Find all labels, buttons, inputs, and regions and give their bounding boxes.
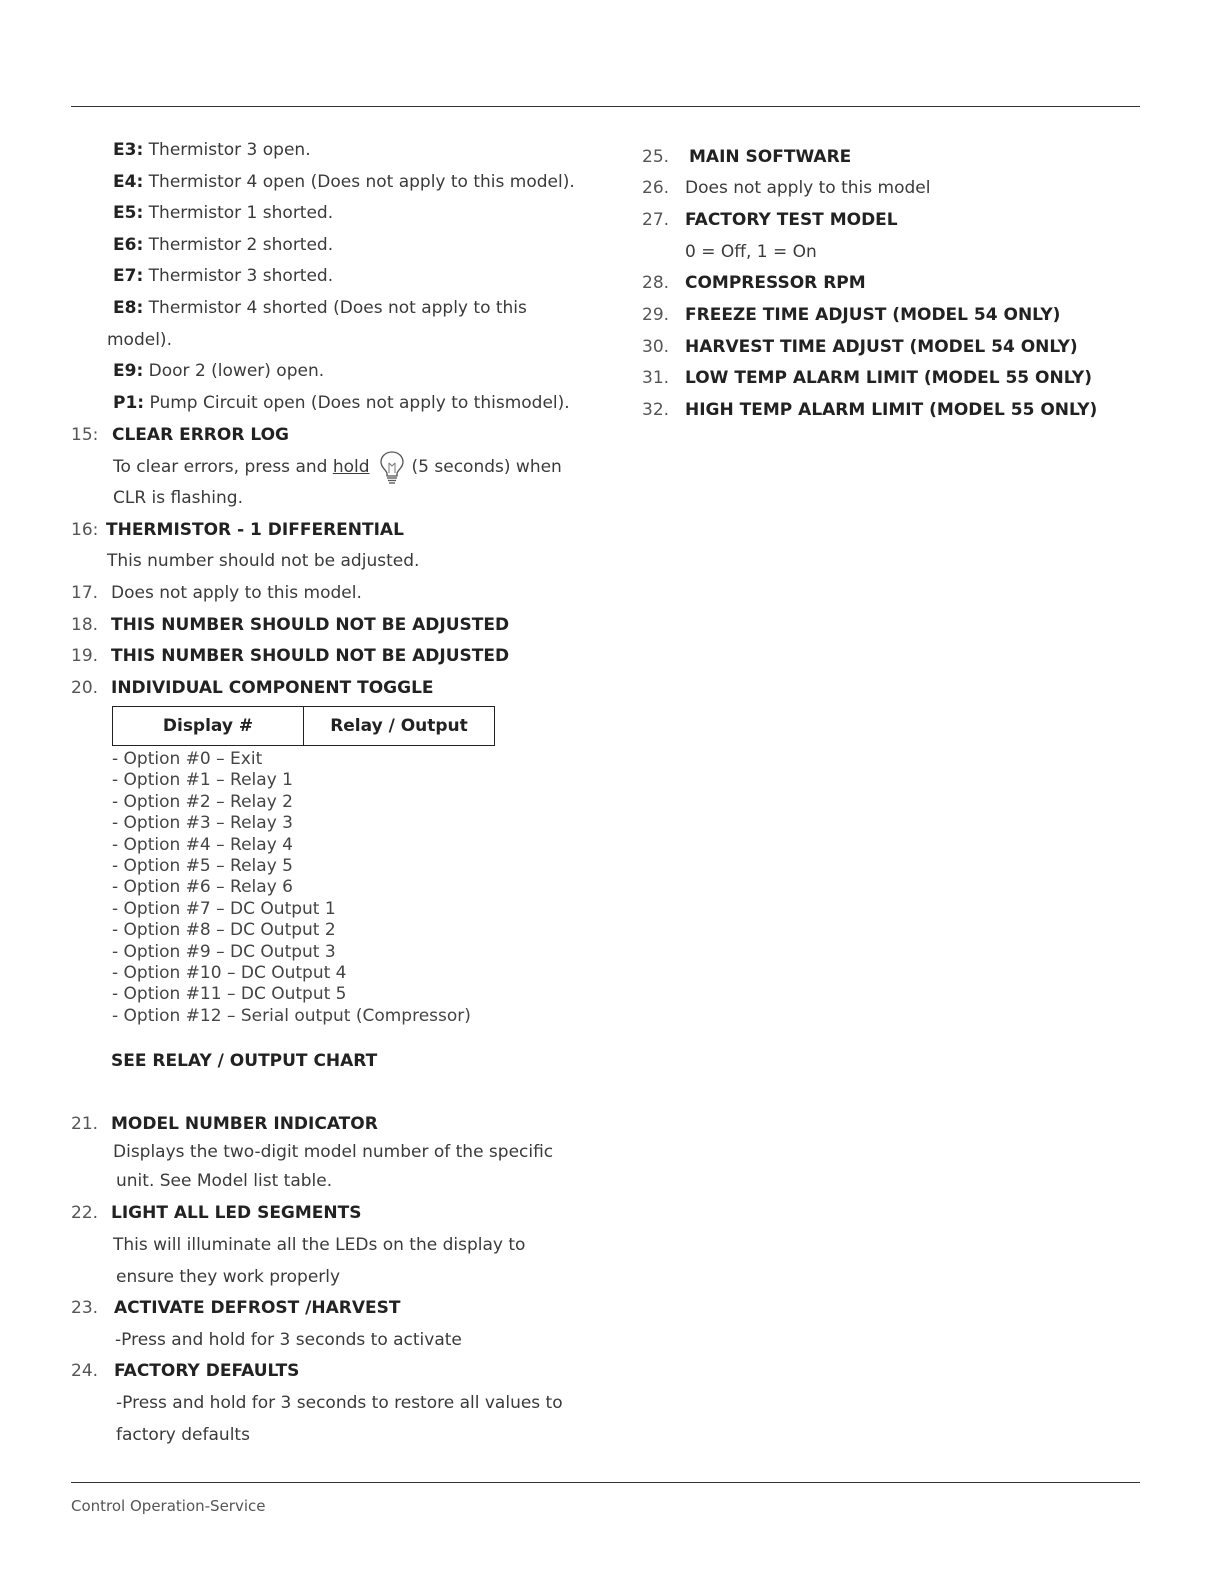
item-15-desc-c: CLR is flashing.	[113, 488, 243, 508]
table-header-row	[113, 707, 495, 746]
item-17-text: Does not apply to this model.	[111, 583, 362, 603]
error-code: P1:	[113, 393, 145, 413]
list-item: - Option #11 – DC Output 5	[112, 984, 347, 1005]
item-31-title: LOW TEMP ALARM LIMIT (MODEL 55 ONLY)	[685, 368, 1092, 388]
error-desc: Thermistor 2 shorted.	[143, 235, 334, 255]
item-22-number: 22.	[71, 1203, 99, 1223]
relay-output-table	[112, 706, 495, 746]
list-item: - Option #7 – DC Output 1	[112, 898, 336, 919]
error-e7	[113, 266, 333, 286]
error-code: E5:	[113, 203, 144, 223]
item-27-title: FACTORY TEST MODEL	[685, 210, 898, 230]
item-26-number: 26.	[642, 178, 670, 198]
item-21-number: 21.	[71, 1114, 99, 1134]
item-22-desc-1: This will illuminate all the LEDs on the display to	[113, 1235, 526, 1255]
item-28-title: COMPRESSOR RPM	[685, 273, 866, 293]
item-24-desc-2: factory defaults	[116, 1425, 250, 1445]
error-code: E3:	[113, 140, 144, 160]
item-27-desc: 0 = Off, 1 = On	[685, 242, 817, 262]
list-item: - Option #10 – DC Output 4	[112, 963, 347, 984]
error-e9	[113, 361, 324, 381]
item-18-title: THIS NUMBER SHOULD NOT BE ADJUSTED	[111, 615, 510, 635]
item-27-number: 27.	[642, 210, 670, 230]
item-21-title: MODEL NUMBER INDICATOR	[111, 1114, 378, 1134]
list-item: - Option #5 – Relay 5	[112, 856, 293, 877]
error-desc: Thermistor 4 shorted (Does not apply to this	[143, 298, 527, 318]
error-e8-cont: model).	[107, 330, 172, 350]
item-16-number: 16:	[71, 520, 99, 540]
list-item: - Option #9 – DC Output 3	[112, 941, 336, 962]
error-e4	[113, 172, 575, 192]
error-e6	[113, 235, 333, 255]
list-item: - Option #4 – Relay 4	[112, 834, 293, 855]
list-item: - Option #12 – Serial output (Compressor)	[112, 1005, 471, 1026]
item-20-title: INDIVIDUAL COMPONENT TOGGLE	[111, 678, 434, 698]
error-desc: Pump Circuit open (Does not apply to thismodel).	[144, 393, 570, 413]
item-26-text: Does not apply to this model	[685, 178, 931, 198]
item-15-desc	[113, 449, 562, 485]
item-21-desc-1: Displays the two-digit model number of the specific	[113, 1142, 554, 1162]
item-15-number: 15:	[71, 425, 99, 445]
item-24-number: 24.	[71, 1361, 99, 1381]
list-item: - Option #1 – Relay 1	[112, 770, 293, 791]
list-item: - Option #6 – Relay 6	[112, 877, 293, 898]
error-e3	[113, 140, 311, 160]
error-desc: Thermistor 3 shorted.	[143, 266, 334, 286]
bottom-rule	[71, 1482, 1140, 1483]
item-28-number: 28.	[642, 273, 670, 293]
item-30-title: HARVEST TIME ADJUST (MODEL 54 ONLY)	[685, 337, 1078, 357]
item-32-number: 32.	[642, 400, 670, 420]
table-header-display: Display #	[113, 707, 304, 746]
item-30-number: 30.	[642, 337, 670, 357]
error-desc: Thermistor 4 open (Does not apply to this model).	[143, 172, 575, 192]
item-15-desc-a: To clear errors, press and	[113, 457, 333, 477]
item-17-number: 17.	[71, 583, 99, 603]
error-code: E9:	[113, 361, 144, 381]
item-15-hold: hold	[332, 457, 370, 477]
item-31-number: 31.	[642, 368, 670, 388]
error-desc: Thermistor 1 shorted.	[143, 203, 334, 223]
error-code: E6:	[113, 235, 144, 255]
error-e8	[113, 298, 527, 318]
item-15-title: CLEAR ERROR LOG	[112, 425, 289, 445]
item-16-desc: This number should not be adjusted.	[107, 551, 420, 571]
list-item: - Option #3 – Relay 3	[112, 813, 293, 834]
item-22-title: LIGHT ALL LED SEGMENTS	[111, 1203, 362, 1223]
table-header-relay-output: Relay / Output	[304, 707, 495, 746]
item-24-desc-1: -Press and hold for 3 seconds to restore all values to	[116, 1393, 563, 1413]
see-relay-chart: SEE RELAY / OUTPUT CHART	[111, 1051, 378, 1071]
list-item: - Option #0 – Exit	[112, 749, 263, 769]
item-19-number: 19.	[71, 646, 99, 666]
item-25-title: MAIN SOFTWARE	[689, 147, 852, 167]
item-23-number: 23.	[71, 1298, 99, 1318]
footer-text: Control Operation-Service	[71, 1497, 266, 1515]
item-32-title: HIGH TEMP ALARM LIMIT (MODEL 55 ONLY)	[685, 400, 1098, 420]
top-rule	[71, 106, 1140, 107]
item-29-number: 29.	[642, 305, 670, 325]
error-code: E4:	[113, 172, 144, 192]
error-code: E7:	[113, 266, 144, 286]
item-20-number: 20.	[71, 678, 99, 698]
item-25-number: 25.	[642, 147, 670, 167]
item-18-number: 18.	[71, 615, 99, 635]
item-16-title: THERMISTOR - 1 DIFFERENTIAL	[106, 520, 404, 540]
list-item: - Option #2 – Relay 2	[112, 791, 293, 812]
item-23-title: ACTIVATE DEFROST /HARVEST	[114, 1298, 401, 1318]
item-21-desc-2: unit. See Model list table.	[116, 1171, 333, 1191]
item-22-desc-2: ensure they work properly	[116, 1267, 341, 1287]
error-code: E8:	[113, 298, 144, 318]
item-19-title: THIS NUMBER SHOULD NOT BE ADJUSTED	[111, 646, 510, 666]
item-23-desc-1: -Press and hold for 3 seconds to activate	[115, 1330, 462, 1350]
error-p1	[113, 393, 570, 413]
item-29-title: FREEZE TIME ADJUST (MODEL 54 ONLY)	[685, 305, 1061, 325]
item-24-title: FACTORY DEFAULTS	[114, 1361, 300, 1381]
item-15-desc-b: (5 seconds) when	[411, 457, 562, 477]
list-item: - Option #8 – DC Output 2	[112, 920, 336, 941]
lightbulb-icon	[378, 449, 406, 485]
error-desc: Door 2 (lower) open.	[143, 361, 325, 381]
error-e5	[113, 203, 333, 223]
error-desc: Thermistor 3 open.	[143, 140, 311, 160]
option-list	[112, 749, 471, 1027]
